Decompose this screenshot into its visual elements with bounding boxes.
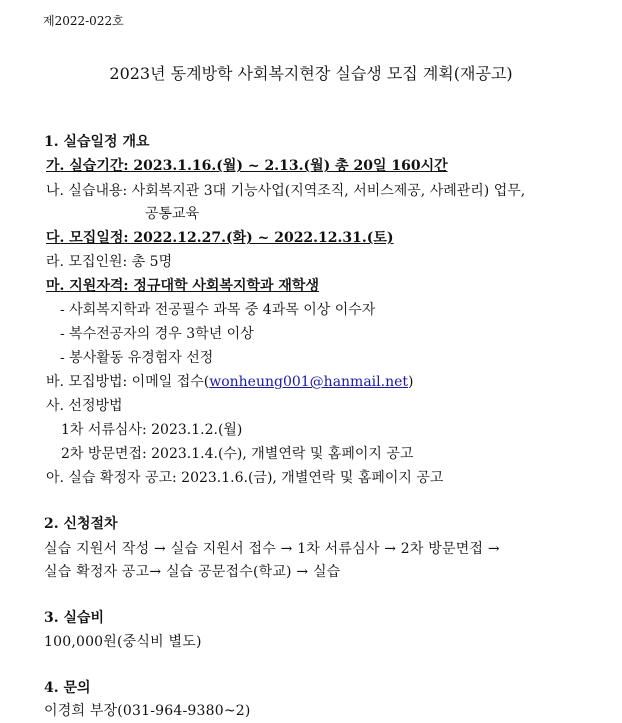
document-title: 2023년 동계방학 사회복지현장 실습생 모집 계획(재공고) [109, 64, 513, 83]
qualification-item-1: - 사회복지학과 전공필수 과목 중 4과목 이상 이수자 [60, 302, 376, 318]
recruit-count: 라. 모집인원: 총 5명 [46, 254, 173, 270]
section4-heading: 4. 문의 [44, 680, 91, 696]
fee-line: 100,000원(중식비 별도) [44, 634, 202, 650]
section2-heading: 2. 신청절차 [44, 516, 118, 532]
contact-line: 이경희 부장(031-964-9380~2) [44, 703, 251, 719]
document-number: 제2022-022호 [43, 14, 124, 28]
procedure-line-2: 실습 확정자 공고→ 실습 공문접수(학교) → 실습 [44, 564, 341, 580]
qualification-item-3: - 봉사활동 유경험자 선정 [60, 350, 214, 366]
selection-method: 사. 선정방법 [46, 398, 123, 414]
procedure-line-1: 실습 지원서 작성 → 실습 지원서 접수 → 1차 서류심사 → 2차 방문면접 → [44, 541, 500, 557]
schedule-content: 나. 실습내용: 사회복지관 3대 기능사업(지역조직, 서비스제공, 사례관리) 업무, [46, 183, 526, 199]
qualification: 마. 지원자격: 정규대학 사회복지학과 재학생 [46, 278, 319, 294]
final-announcement: 아. 실습 확정자 공고: 2023.1.6.(금), 개별연락 및 홈페이지 공고 [46, 470, 444, 486]
selection-step-1: 1차 서류심사: 2023.1.2.(월) [61, 422, 243, 438]
recruit-method-suffix: ) [408, 374, 414, 390]
qualification-item-2: - 복수전공자의 경우 3학년 이상 [60, 326, 254, 342]
email-link[interactable]: wonheung001@hanmail.net [209, 374, 409, 390]
recruit-method-prefix: 바. 모집방법: 이메일 접수( [46, 374, 210, 390]
recruit-method [46, 371, 414, 391]
selection-step-2: 2차 방문면접: 2023.1.4.(수), 개별연락 및 홈페이지 공고 [61, 446, 414, 462]
section1-heading: 1. 실습일정 개요 [44, 134, 150, 150]
schedule-period: 가. 실습기간: 2023.1.16.(월) ~ 2.13.(월) 총 20일 160시간 [46, 158, 448, 174]
section3-heading: 3. 실습비 [44, 610, 105, 626]
recruit-schedule: 다. 모집일정: 2022.12.27.(화) ~ 2022.12.31.(토) [46, 230, 394, 246]
schedule-content-cont: 공통교육 [145, 206, 200, 222]
